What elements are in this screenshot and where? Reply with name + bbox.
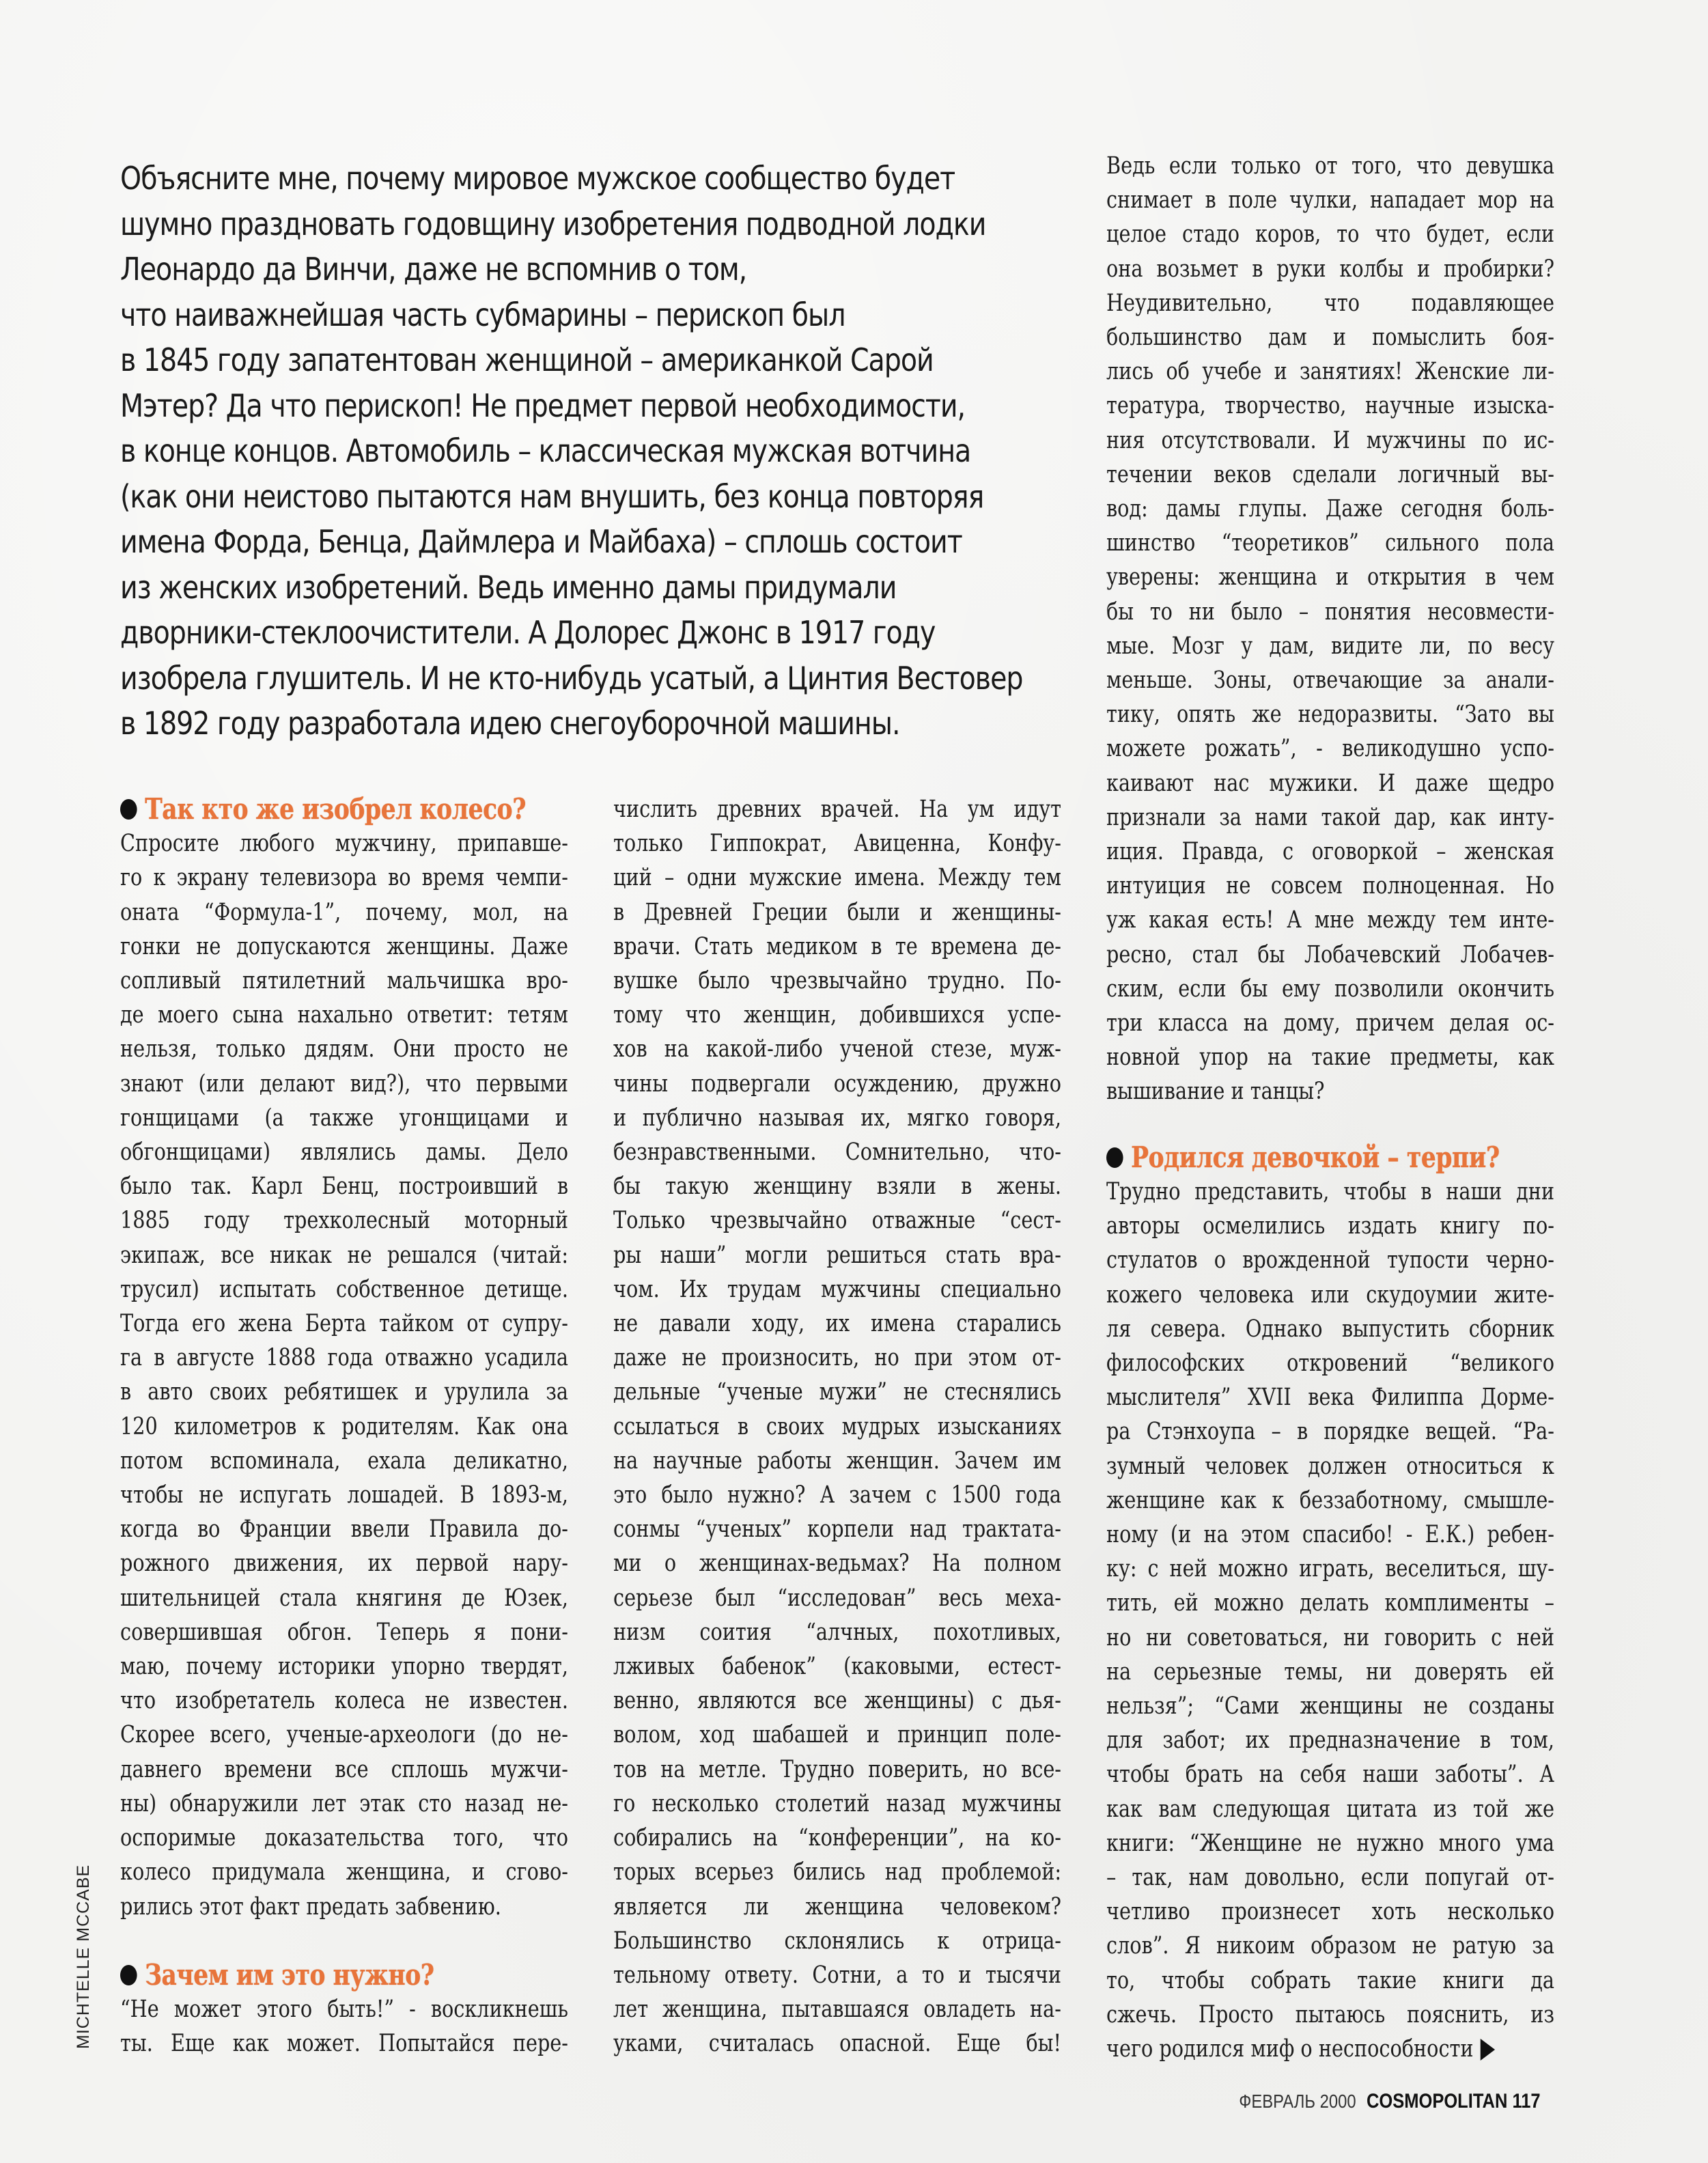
text-line: де моего сына нахально ответит: тетям: [120, 1001, 568, 1029]
heading-text: Так кто же изобрел колесо?: [145, 792, 526, 826]
text-line: Леонардо да Винчи, даже не вспомнив о том,: [120, 251, 747, 288]
heading-text: Зачем им это нужно?: [145, 1957, 434, 1992]
text-line: тов на метле. Трудно поверить, но все-: [613, 1755, 1061, 1783]
text-line: течении веков сделали логичный вы-: [1106, 460, 1554, 488]
column-3: [1106, 149, 1653, 2066]
text-line: новной упор на такие предметы, как: [1106, 1044, 1554, 1072]
text-line: не давали ходу, их имена старались: [613, 1310, 1061, 1338]
text-line: в Древней Греции были и женщины-: [613, 898, 1061, 926]
text-line: даже не произносить, но при этом от-: [613, 1344, 1061, 1372]
text-line: вышивание и танцы?: [1106, 1078, 1325, 1106]
text-line: сопливый пятилетний мальчишка вро-: [120, 967, 568, 995]
text-line: га в августе 1888 года отважно усадила: [120, 1344, 568, 1372]
text-line: стулатов о врожденной тупости черно-: [1106, 1246, 1554, 1274]
text-line: для забот; их предназначение в том,: [1106, 1727, 1554, 1755]
text-line: ля севера. Однако выпустить сборник: [1106, 1315, 1554, 1343]
text-line: то, чтобы собрать такие книги да: [1106, 1966, 1554, 1994]
text-line: каивают нас мужики. И даже щедро: [1106, 769, 1554, 797]
bullet-icon: [1106, 1147, 1123, 1168]
text-line: безнравственными. Сомнительно, что-: [613, 1139, 1061, 1167]
text-line: что изобретатель колеса не известен.: [120, 1687, 568, 1715]
text-line: иция. Правда, с оговоркой – женская: [1106, 838, 1554, 866]
text-line: мые. Мозг у дам, видите ли, по весу: [1106, 632, 1554, 660]
text-line: чины подвергали осуждению, дружно: [613, 1070, 1061, 1098]
text-line: шумно праздновать годовщину изобретения подводной лодки: [120, 205, 986, 242]
text-line: тература, творчество, научные изыска-: [1106, 392, 1554, 420]
column-2-body: [613, 792, 1061, 2061]
text-line: можете рожать”, - великодушно успо-: [1106, 735, 1554, 763]
text-line: чего родился миф о неспособности: [1106, 2032, 1554, 2066]
text-line: чтобы не испугать лошадей. В 1893-м,: [120, 1481, 568, 1509]
text-line: – так, нам довольно, если попугай от-: [1106, 1863, 1554, 1891]
text-line: в авто своих ребятишек и урулила за: [120, 1378, 568, 1406]
text-line: тить, ей можно делать комплименты –: [1106, 1589, 1554, 1617]
heading-text: Родился девочкой – терпи?: [1131, 1140, 1500, 1174]
text-line: кожего человека или скудоумии жите-: [1106, 1281, 1554, 1309]
text-line: Ведь если только от того, что девушка: [1106, 152, 1554, 180]
text-line: венно, являются все женщины) с дья-: [613, 1687, 1061, 1715]
text-line: торых всерьез бились над проблемой:: [613, 1858, 1061, 1886]
text-line: признали за нами такой дар, как инту-: [1106, 803, 1554, 831]
text-line: является ли женщина человеком?: [613, 1893, 1061, 1921]
text-line: что наиважнейшая часть субмарины – перископ был: [120, 296, 845, 333]
text-line: бы то ни было – понятия несовмести-: [1106, 598, 1554, 626]
text-line: только Гиппократ, Авиценна, Конфу-: [613, 830, 1061, 858]
text-line: волом, ход шабашей и принцип поле-: [613, 1721, 1061, 1749]
page-number: 117: [1512, 2090, 1541, 2112]
text-line: “Не может этого быть!” - воскликнешь: [120, 1995, 568, 2023]
text-line: рожного движения, их первой нару-: [120, 1550, 568, 1578]
text-line: слов”. Я никоим образом не ратую за: [1106, 1932, 1554, 1960]
text-line: ским, если бы ему позволили окончить: [1106, 975, 1554, 1003]
text-line: ми о женщинах-ведьмах? На полном: [613, 1550, 1061, 1578]
text-line: лет женщина, пытавшаяся овладеть на-: [613, 1996, 1061, 2024]
text-line: ния отсутствовали. И мужчины по ис-: [1106, 426, 1554, 454]
text-line: давнего времени все сплошь мужчи-: [120, 1755, 568, 1783]
text-line: как вам следующая цитата из той же: [1106, 1795, 1554, 1823]
text-line: шинство “теоретиков” сильного пола: [1106, 529, 1554, 557]
text-line: Тогда его жена Берта тайком от супру-: [120, 1310, 568, 1338]
text-line: нельзя, только дядям. Они просто не: [120, 1035, 568, 1063]
text-line: в 1892 году разработала идею снегоуборочной машины.: [120, 705, 900, 742]
text-line: но ни советоваться, ни говорить с ней: [1106, 1623, 1554, 1651]
text-line: го к экрану телевизора во время чемпи-: [120, 864, 568, 892]
text-line: ты. Еще как может. Попытайся пере-: [120, 2030, 568, 2058]
text-line: обгонщицами) являлись дамы. Дело: [120, 1139, 568, 1167]
text-line: знают (или делают вид?), что первыми: [120, 1070, 568, 1098]
text-line: собирались на “конференции”, на ко-: [613, 1824, 1061, 1852]
text-line: она возьмет в руки колбы и пробирки?: [1106, 255, 1554, 283]
issue-date: ФЕВРАЛЬ 2000: [1239, 2091, 1356, 2112]
text-line: Мэтер? Да что перископ! Не предмет первой необходимости,: [120, 387, 966, 424]
text-line: ры наши” могли решиться стать вра-: [613, 1241, 1061, 1269]
text-line: было так. Карл Бенц, построивший в: [120, 1173, 568, 1201]
text-line: имена Форда, Бенца, Даймлера и Майбаха) – сплошь состоит: [120, 523, 962, 560]
text-line: Объясните мне, почему мировое мужское сообщество будет: [120, 160, 955, 197]
column-1-body-part-1: [120, 826, 568, 1924]
text-line: 120 километров к родителям. Как она: [120, 1412, 568, 1440]
text-line: большинство дам и помыслить боя-: [1106, 324, 1554, 352]
text-line: 1885 году трехколесный моторный: [120, 1207, 568, 1235]
text-line: Большинство склонялись к отрица-: [613, 1927, 1061, 1955]
text-line: оната “Формула-1”, почему, мол, на: [120, 898, 568, 926]
text-line: сжечь. Просто пытаюсь пояснить, из: [1106, 2000, 1554, 2028]
text-line: маю, почему историки упорно твердят,: [120, 1653, 568, 1681]
text-line: Трудно представить, чтобы в наши дни: [1106, 1177, 1554, 1205]
text-line: дельные “ученые мужи” не стеснялись: [613, 1378, 1061, 1406]
text-line: ций – одни мужские имена. Между тем: [613, 864, 1061, 892]
text-line: потом вспоминала, ехала деликатно,: [120, 1447, 568, 1475]
text-line: Только чрезвычайно отважные “сест-: [613, 1207, 1061, 1235]
text-line: лись об учебе и занятиях! Женские ли-: [1106, 358, 1554, 386]
column-1-body-part-2: [120, 1992, 568, 2061]
column-3-body-part-1: [1106, 149, 1554, 1109]
text-line: изобрела глушитель. И не кто-нибудь усатый, а Цинтия Вестовер: [120, 659, 1023, 697]
text-line: низм соития “алчных, похотливых,: [613, 1618, 1061, 1646]
text-line: гонщицами (а также угонщицами и: [120, 1104, 568, 1132]
text-line: женщине как к беззаботному, смышле-: [1106, 1486, 1554, 1514]
text-line: целое стадо коров, то что будет, если: [1106, 221, 1554, 249]
continue-arrow-icon: [1480, 2039, 1494, 2061]
text-line: сонмы “ученых” корпели над трактата-: [613, 1516, 1061, 1544]
text-line: хов на какой-либо ученой стезе, муж-: [613, 1035, 1061, 1063]
bullet-icon: [120, 799, 137, 820]
text-line: из женских изобретений. Ведь именно дамы придумали: [120, 568, 897, 606]
text-line: Неудивительно, что подавляющее: [1106, 289, 1554, 317]
text-line: снимает в поле чулки, нападает мор на: [1106, 186, 1554, 214]
section-heading-girl: [1106, 1141, 1554, 1175]
text-line: уками, считалась опасной. Еще бы!: [613, 2030, 1061, 2058]
text-line: гонки не допускаются женщины. Даже: [120, 932, 568, 960]
text-line: Скорее всего, ученые-археологи (до не-: [120, 1721, 568, 1749]
text-line: мыслителя” XVII века Филиппа Дорме-: [1106, 1384, 1554, 1412]
text-line: интуиция не совсем полноценная. Но: [1106, 872, 1554, 900]
text-line: бы такую женщину взяли в жены.: [613, 1173, 1061, 1201]
text-line: авторы осмелились издать книгу по-: [1106, 1212, 1554, 1240]
text-line: го несколько столетий назад мужчины: [613, 1789, 1061, 1817]
text-line: врачи. Стать медиком в те времена де-: [613, 932, 1061, 960]
bullet-icon: [120, 1965, 137, 1985]
text-line: четливо произнесет хоть несколько: [1106, 1898, 1554, 1926]
text-line: рились этот факт предать забвению.: [120, 1893, 501, 1921]
text-line: вушке было чрезвычайно трудно. По-: [613, 967, 1061, 995]
text-line: ку: с ней можно играть, веселиться, шу-: [1106, 1555, 1554, 1583]
text-line: когда во Франции ввели Правила до-: [120, 1516, 568, 1544]
text-line: зумный человек должен относиться к: [1106, 1452, 1554, 1480]
column-1: [120, 792, 667, 2061]
text-line: тику, опять же недоразвиты. “Зато вы: [1106, 701, 1554, 729]
text-line: на научные работы женщин. Зачем им: [613, 1447, 1061, 1475]
text-line: экипаж, все никак не решался (читай:: [120, 1241, 568, 1269]
text-line: ссылаться в своих мудрых изысканиях: [613, 1412, 1061, 1440]
text-line: в 1845 году запатентован женщиной – американкой Сарой: [120, 341, 934, 378]
text-line: ному (и на этом спасибо! - Е.К.) ребен-: [1106, 1520, 1554, 1548]
text-line: ны) обнаружили лет этак сто назад не-: [120, 1789, 568, 1817]
text-line: книги: “Женщине не нужно много ума: [1106, 1829, 1554, 1857]
text-line: колесо придумала женщина, и сгово-: [120, 1858, 568, 1886]
text-line: это было нужно? А зачем с 1500 года: [613, 1481, 1061, 1509]
text-line: уж какая есть! А мне между тем инте-: [1106, 906, 1554, 934]
text-line: и публично называя их, мягко говоря,: [613, 1104, 1061, 1132]
photo-credit: MICHTELLE MCCABE: [74, 1864, 93, 2049]
column-3-body-part-2: [1106, 1175, 1554, 2066]
text-line: нельзя”; “Сами женщины не созданы: [1106, 1692, 1554, 1720]
page-footer: [1218, 2090, 1571, 2113]
text-line: оспоримые доказательства того, что: [120, 1824, 568, 1852]
text-line: чтобы брать на себя наши заботы”. А: [1106, 1761, 1554, 1789]
text-line: шительницей стала княгиня де Юзек,: [120, 1584, 568, 1612]
text-line: числить древних врачей. На ум идут: [613, 796, 1061, 823]
intro-paragraph: [120, 156, 1083, 746]
text-line: в конце концов. Автомобиль – классическая мужская вотчина: [120, 432, 971, 469]
text-line: вод: дамы глупы. Даже сегодня боль-: [1106, 495, 1554, 523]
text-line: тельному ответу. Сотни, а то и тысячи: [613, 1961, 1061, 1989]
text-line: (как они неистово пытаются нам внушить, без конца повторяя: [120, 477, 984, 515]
text-line: чом. Их трудам мужчины специально: [613, 1275, 1061, 1303]
text-line: лживых бабенок” (каковыми, естест-: [613, 1653, 1061, 1681]
text-line: ресно, стал бы Лобачевский Лобачев-: [1106, 940, 1554, 968]
text-line: ра Стэнхоупа – в порядке вещей. “Ра-: [1106, 1418, 1554, 1446]
magazine-title: COSMOPOLITAN: [1367, 2090, 1508, 2112]
column-2: [613, 792, 1160, 2061]
text-line: совершившая обгон. Теперь я пони-: [120, 1618, 568, 1646]
text-line: Спросите любого мужчину, припавше-: [120, 830, 568, 858]
text-line: философских откровений “великого: [1106, 1349, 1554, 1377]
text-line: уверены: женщина и открытия в чем: [1106, 563, 1554, 591]
section-heading-why: [120, 1958, 568, 1992]
text-line: дворники-стеклоочистители. А Долорес Джонс в 1917 году: [120, 614, 936, 651]
text-line: три класса на дому, причем делая ос-: [1106, 1009, 1554, 1037]
text-line: тому что женщин, добившихся успе-: [613, 1001, 1061, 1029]
text-line: на серьезные темы, ни доверять ей: [1106, 1658, 1554, 1686]
text-line: серьезе был “исследован” весь меха-: [613, 1584, 1061, 1612]
text-line: меньше. Зоны, отвечающие за анали-: [1106, 667, 1554, 695]
magazine-name: [1367, 2090, 1541, 2113]
text-line: трусил) испытать собственное детище.: [120, 1275, 568, 1303]
section-heading-wheel: [120, 792, 568, 826]
